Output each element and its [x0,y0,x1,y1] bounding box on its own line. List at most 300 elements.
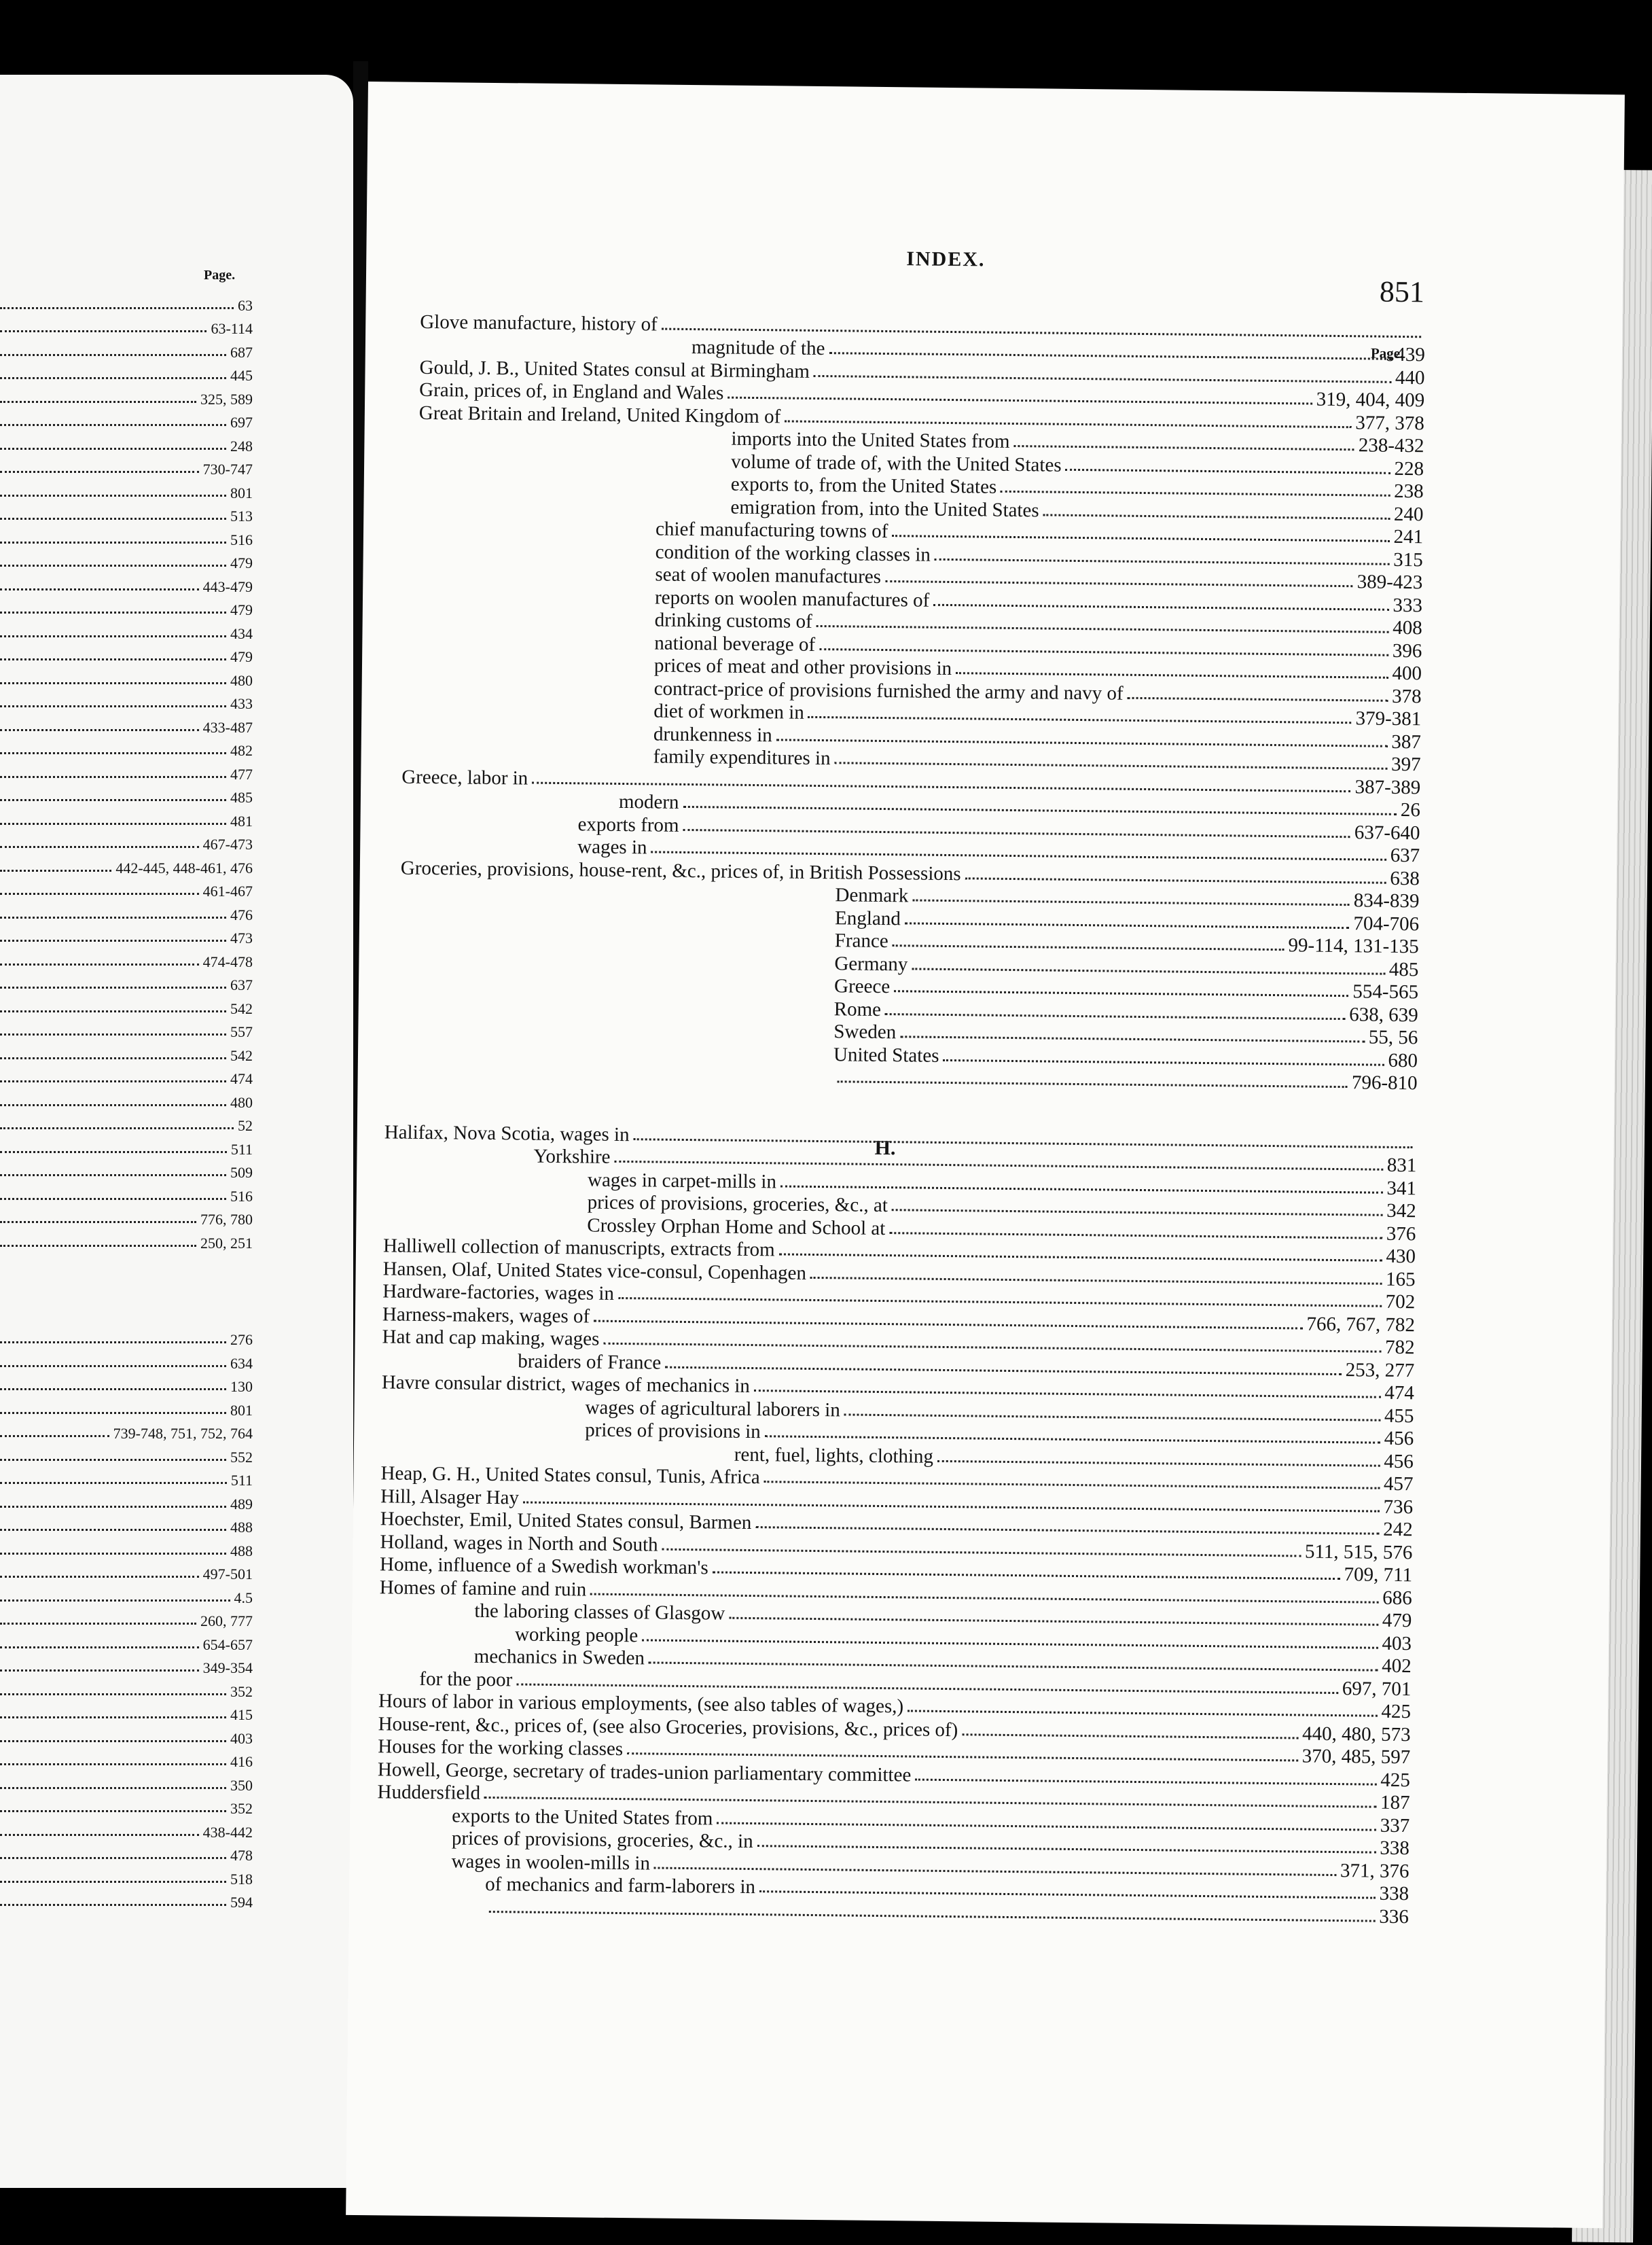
leader-dots [729,1617,1378,1626]
left-index-row [0,1607,253,1631]
leader-dots [0,870,111,872]
leader-dots [0,588,199,590]
leader-dots [900,1036,1365,1042]
entry-page-ref: 479 [1382,1609,1412,1632]
left-page-ref: 518 [230,1870,253,1888]
entry-page-ref: 338 [1379,1882,1409,1905]
leader-dots [614,1161,1382,1171]
leader-dots [0,917,226,919]
entry-page-ref: 457 [1383,1472,1414,1496]
left-index-row [0,502,253,526]
entry-page-ref: 337 [1380,1814,1410,1837]
left-index-row [0,1466,253,1490]
leader-dots [0,1435,109,1437]
left-index-row [0,713,253,737]
leader-dots [0,1080,226,1082]
left-index-row [0,1654,253,1678]
leader-dots [662,328,1421,338]
entry-page-ref: 686 [1382,1587,1412,1609]
entry-page-ref: 511, 515, 576 [1304,1540,1413,1563]
entry-page-ref: 253, 277 [1345,1358,1415,1381]
leader-dots [935,558,1389,565]
entry-text: imports into the United States from [731,427,1010,453]
leader-dots [651,851,1386,860]
leader-dots [0,1553,226,1555]
left-page-ref: 776, 780 [200,1211,253,1228]
leader-dots [764,1481,1380,1489]
entry-page-ref: 228 [1394,457,1424,480]
left-page-ref: 130 [230,1378,253,1395]
left-index-row [0,1560,253,1584]
left-index-row [0,1159,253,1182]
left-page-ref: 516 [230,531,253,548]
entry-page-ref: 440, 480, 573 [1301,1722,1411,1746]
entry-text: rent, fuel, lights, clothing [734,1443,934,1468]
left-page-ref: 516 [230,1187,253,1205]
left-index-row [0,478,253,502]
left-page-ref: 350 [230,1776,253,1794]
left-page-ref: 511 [230,1472,253,1489]
left-page-ref: 443-479 [202,578,253,595]
left-index-row [0,291,253,315]
leader-dots [0,495,226,497]
leader-dots [0,799,226,801]
left-index-row [0,971,253,995]
leader-dots [0,987,226,989]
entry-text: magnitude of the [691,336,825,360]
leader-dots [844,1413,1380,1421]
left-page-ref: 260, 777 [200,1612,253,1629]
leader-dots [808,716,1352,724]
entry-page-ref: 240 [1393,503,1424,525]
left-index-row [0,572,253,596]
entry-text: Rome [833,997,882,1021]
left-page-ref: 442-445, 448-461, 476 [115,859,253,877]
left-page-ref: 557 [230,1023,253,1040]
entry-page-ref: 440 [1395,366,1425,389]
left-page-ref: 349-354 [202,1659,253,1676]
left-index-row [0,1018,253,1042]
entry-page-ref: 238-432 [1358,434,1424,457]
left-index-row [0,924,253,948]
left-index-row [0,1489,253,1513]
entry-text: Hours of labor in various employments, (see also tables of wages,) [378,1690,904,1718]
leader-dots [0,658,226,660]
left-page-ref: 489 [230,1495,253,1513]
leader-dots [894,990,1348,997]
entry-text: chief manufacturing towns of [655,518,888,543]
left-page-ref: 467-473 [202,836,253,853]
entry-page-ref: 397 [1390,753,1421,776]
entry-text: Denmark [835,884,909,907]
leader-dots [892,535,1389,542]
entry-text: seat of woolen manufactures [655,563,882,588]
left-page-ref: 438-442 [202,1823,253,1841]
entry-text: modern [618,790,679,813]
left-page-ref: 497-501 [202,1566,253,1583]
leader-dots [937,1460,1380,1466]
leader-dots [0,893,199,895]
entry-page-ref: 455 [1384,1404,1414,1427]
leader-dots [0,1506,226,1508]
left-page-ref: 481 [230,812,253,830]
entry-page-ref: 400 [1392,662,1422,685]
entry-page-ref: 831 [1386,1154,1417,1177]
leader-dots [0,1623,196,1625]
left-index-row [0,690,253,713]
left-index-row [0,525,253,549]
entry-text: reports on woolen manufactures of [654,586,930,612]
left-index-row [0,1443,253,1466]
entry-text: Germany [834,952,908,975]
left-page-index-column [0,291,253,1911]
leader-dots [885,1013,1345,1020]
left-index-row [0,338,253,361]
leader-dots [0,776,226,778]
entry-text: contract-price of provisions furnished the army and navy of [653,677,1124,705]
left-index-row [0,947,253,971]
leader-dots [892,1209,1382,1216]
leader-dots [0,1412,226,1414]
entry-page-ref: 333 [1393,594,1423,616]
entry-page-ref: 766, 767, 782 [1306,1313,1416,1336]
left-index-row [0,783,253,807]
leader-dots [634,1138,1413,1148]
left-page-ref: 433 [230,695,253,712]
left-page-ref: 474-478 [202,953,253,970]
entry-page-ref: 238 [1394,480,1424,503]
entry-text: Crossley Orphan Home and School at [587,1214,886,1239]
left-index-row [0,900,253,924]
entry-text: Greece [833,975,891,998]
entry-text: wages in [577,836,647,859]
left-index-row [0,1795,253,1818]
left-index-row [0,455,253,479]
entry-page-ref: 456 [1384,1427,1414,1450]
entry-page-ref: 387-389 [1354,775,1421,798]
page-column-label: Page. [1370,344,1404,361]
left-page-ref: 637 [230,976,253,993]
left-index-row [0,315,253,338]
left-index-row [0,1818,253,1841]
leader-dots [0,1198,226,1200]
leader-dots [0,1033,226,1036]
leader-dots [0,1810,226,1812]
entry-text: wages of agricultural laborers in [585,1396,840,1421]
entry-text: Houses for the working classes [378,1735,624,1761]
leader-dots [0,940,226,942]
left-index-row [0,1112,253,1135]
left-page-ref: 4.5 [234,1589,253,1606]
leader-dots [956,672,1388,679]
left-index-row [0,737,253,760]
left-page-ref: 434 [230,624,253,642]
left-index-row [0,1326,253,1349]
leader-dots [893,944,1285,951]
left-page-ref: 488 [230,1519,253,1536]
entry-text: House-rent, &c., prices of, (see also Groceries, provisions, &c., prices of) [378,1712,958,1741]
leader-dots [779,1253,1382,1261]
leader-dots [0,1834,199,1836]
entry-page-ref: 697, 701 [1342,1677,1412,1700]
left-index-row [0,1536,253,1560]
entry-text: Huddersfield [377,1781,481,1804]
left-page-ref: 509 [230,1164,253,1181]
left-page-ref: 473 [230,930,253,947]
entry-text: wages in carpet-mills in [587,1168,777,1192]
entry-text: Halliwell collection of manuscripts, extracts from [382,1235,775,1261]
entry-page-ref: 403 [1382,1632,1412,1655]
entry-page-ref: 336 [1379,1905,1409,1928]
entry-text: wages in woolen-mills in [451,1850,651,1874]
left-page-ref: 480 [230,671,253,689]
leader-dots [654,1867,1336,1876]
leader-dots [759,1890,1376,1898]
left-page-ref: 479 [230,648,253,665]
entry-text: braiders of France [518,1349,662,1374]
left-index-row [0,1349,253,1373]
page-title: INDEX. [906,247,986,271]
entry-text: the laboring classes of Glasgow [474,1599,725,1625]
entry-text: exports to, from the United States [730,473,997,498]
entry-page-ref: 402 [1381,1655,1412,1678]
left-index-row [0,431,253,455]
entry-page-ref: 736 [1383,1496,1414,1518]
entry-text: Hat and cap making, wages [382,1326,600,1350]
leader-dots [0,1365,226,1367]
entry-text: Gould, J. B., United States consul at Birmingham [419,356,810,383]
left-index-row [0,1724,253,1748]
entry-text: for the poor [419,1667,513,1691]
entry-page-ref: 99-114, 131-135 [1288,934,1419,958]
leader-dots [0,1669,199,1672]
left-index-row [0,1888,253,1912]
leader-dots [0,1482,227,1484]
leader-dots [0,1127,234,1129]
leader-dots [810,1276,1382,1284]
left-page-ref: 479 [230,601,253,618]
leader-dots [912,968,1385,974]
leader-dots [819,648,1388,656]
leader-dots [816,625,1388,633]
left-page-ref: 480 [230,1093,253,1111]
left-page-ref: 594 [230,1894,253,1911]
entry-page-ref: 709, 711 [1344,1563,1413,1587]
left-index-row [0,1677,253,1701]
left-index-row [0,1841,253,1865]
entry-page-ref: 26 [1400,798,1421,821]
leader-dots [754,1390,1381,1398]
entry-text: Glove manufacture, history of [420,311,658,335]
leader-dots [0,354,226,356]
left-index-row [0,408,253,432]
leader-dots [627,1752,1298,1761]
leader-dots [0,1716,226,1718]
entry-text: Holland, wages in North and South [380,1530,658,1556]
leader-dots [0,1104,226,1106]
leader-dots [962,1733,1298,1739]
left-page-ref: 352 [230,1800,253,1817]
left-page-ref: 697 [230,414,253,431]
leader-dots [757,1845,1376,1854]
left-page-ref: 801 [230,484,253,501]
entry-text: Heap, G. H., United States consul, Tunis, Africa [380,1462,760,1489]
entry-page-ref: 342 [1386,1199,1416,1222]
leader-dots [1066,468,1390,474]
right-page [346,82,1625,2228]
left-index-row [0,1228,253,1252]
entry-text: of mechanics and farm-laborers in [485,1873,756,1898]
entry-text: Hill, Alsager Hay [380,1485,520,1508]
left-index-row [0,1771,253,1795]
leader-dots [0,1245,196,1247]
leader-dots [0,1740,226,1742]
left-page-ref: 416 [230,1753,253,1770]
leader-dots [0,1787,226,1789]
entry-page-ref: 834-839 [1353,889,1420,913]
entry-page-ref: 425 [1381,1700,1412,1723]
left-index-row [0,1041,253,1065]
leader-dots [0,1057,226,1059]
index-entries [349,310,1426,1928]
entry-page-ref: 637-640 [1354,821,1420,844]
leader-dots [943,1059,1384,1065]
left-index-row [0,361,253,385]
entry-page-ref: 389-423 [1357,571,1423,594]
entry-page-ref: 796-810 [1351,1072,1418,1095]
entry-text: drinking customs of [654,609,812,633]
entry-page-ref: 425 [1380,1769,1411,1791]
entry-page-ref: 341 [1386,1177,1417,1199]
leader-dots [683,806,1396,815]
left-index-row [0,596,253,620]
page-number: 851 [1379,275,1425,309]
left-index-row [0,666,253,690]
leader-dots [0,1693,226,1695]
entry-page-ref: 319, 404, 409 [1316,388,1425,412]
left-index-row [0,1065,253,1089]
entry-page-ref: 456 [1384,1450,1414,1472]
entry-page-ref: 315 [1393,548,1423,571]
leader-dots [0,752,226,754]
entry-page-ref: 430 [1386,1245,1416,1268]
left-group-gap [0,1252,253,1326]
left-index-row [0,1396,253,1419]
leader-dots [603,1343,1381,1353]
leader-dots [0,1010,226,1012]
entry-page-ref: 242 [1383,1518,1413,1541]
entry-text: prices of provisions, groceries, &c., in [451,1827,753,1853]
leader-dots [713,1571,1340,1580]
left-index-row [0,853,253,877]
left-page-ref: 552 [230,1448,253,1466]
left-index-row [0,385,253,408]
left-page-ref: 479 [230,554,253,571]
entry-text: drunkenness in [653,722,772,746]
entry-text: Howell, George, secretary of trades-union parliamentary committee [377,1758,912,1786]
leader-dots [765,1435,1380,1443]
left-index-row [0,807,253,830]
entry-page-ref: 638 [1390,867,1420,889]
entry-text: Greece, labor in [401,766,528,790]
leader-dots [1013,445,1354,450]
leader-dots [0,401,196,403]
leader-dots [0,635,226,637]
leader-dots [785,420,1351,428]
leader-dots [0,823,226,825]
left-index-row [0,994,253,1018]
left-index-row [0,1205,253,1229]
leader-dots [755,1526,1379,1535]
leader-dots [834,762,1387,770]
leader-dots [618,1297,1382,1307]
left-page-ref: 352 [230,1682,253,1700]
leader-dots [0,1341,226,1343]
leader-dots [915,1778,1376,1785]
left-page-ref: 542 [230,1000,253,1017]
entry-page-ref: 439 [1395,343,1426,366]
entry-text: Sweden [833,1021,897,1044]
entry-page-ref: 371, 376 [1340,1859,1409,1882]
leader-dots [933,603,1388,610]
entry-text: England [834,906,901,930]
leader-dots [0,1576,199,1578]
entry-text: Hansen, Olaf, United States vice-consul, Copenhagen [382,1257,807,1284]
entry-page-ref: 241 [1393,525,1424,548]
left-index-row [0,1864,253,1888]
entry-page-ref: 680 [1388,1049,1418,1072]
entry-text: Home, influence of a Swedish workman's [379,1553,708,1579]
leader-dots [829,352,1391,360]
leader-dots [838,1080,1348,1088]
leader-dots [905,922,1350,929]
leader-dots [728,397,1312,405]
entry-text: Grain, prices of, in England and Wales [419,378,724,404]
left-page-ref: 63-114 [211,320,253,337]
left-index-row [0,1135,253,1159]
leader-dots [0,729,199,731]
left-page-ref: 801 [230,1401,253,1419]
leader-dots [0,612,226,614]
entry-text: prices of provisions, groceries, &c., at [587,1191,888,1217]
entry-page-ref: 387 [1391,730,1422,753]
leader-dots [814,374,1391,383]
leader-dots [0,1174,226,1176]
left-page-ref: 276 [230,1331,253,1348]
entry-page-ref: 370, 485, 597 [1301,1745,1411,1769]
left-page-ref: 415 [230,1706,253,1723]
left-page-ref: 730-747 [202,461,253,478]
leader-dots [889,1232,1382,1239]
entry-page-ref: 554-565 [1352,980,1419,1004]
entry-text: Havre consular district, wages of mechanics in [381,1371,751,1397]
left-page-ref: 482 [230,742,253,759]
entry-page-ref: 396 [1392,639,1422,662]
entry-page-ref: 187 [1380,1791,1410,1814]
left-page-ref: 513 [230,508,253,525]
leader-dots [0,1881,226,1883]
leader-dots [0,846,199,848]
leader-dots [0,542,226,544]
left-index-row [0,1373,253,1396]
entry-text: United States [833,1043,939,1067]
left-page-ref: 477 [230,765,253,783]
left-page-ref: 403 [230,1729,253,1747]
entry-text: Halifax, Nova Scotia, wages in [384,1120,630,1146]
leader-dots [649,1661,1378,1671]
leader-dots [0,424,226,426]
entry-page-ref: 637 [1390,844,1420,867]
